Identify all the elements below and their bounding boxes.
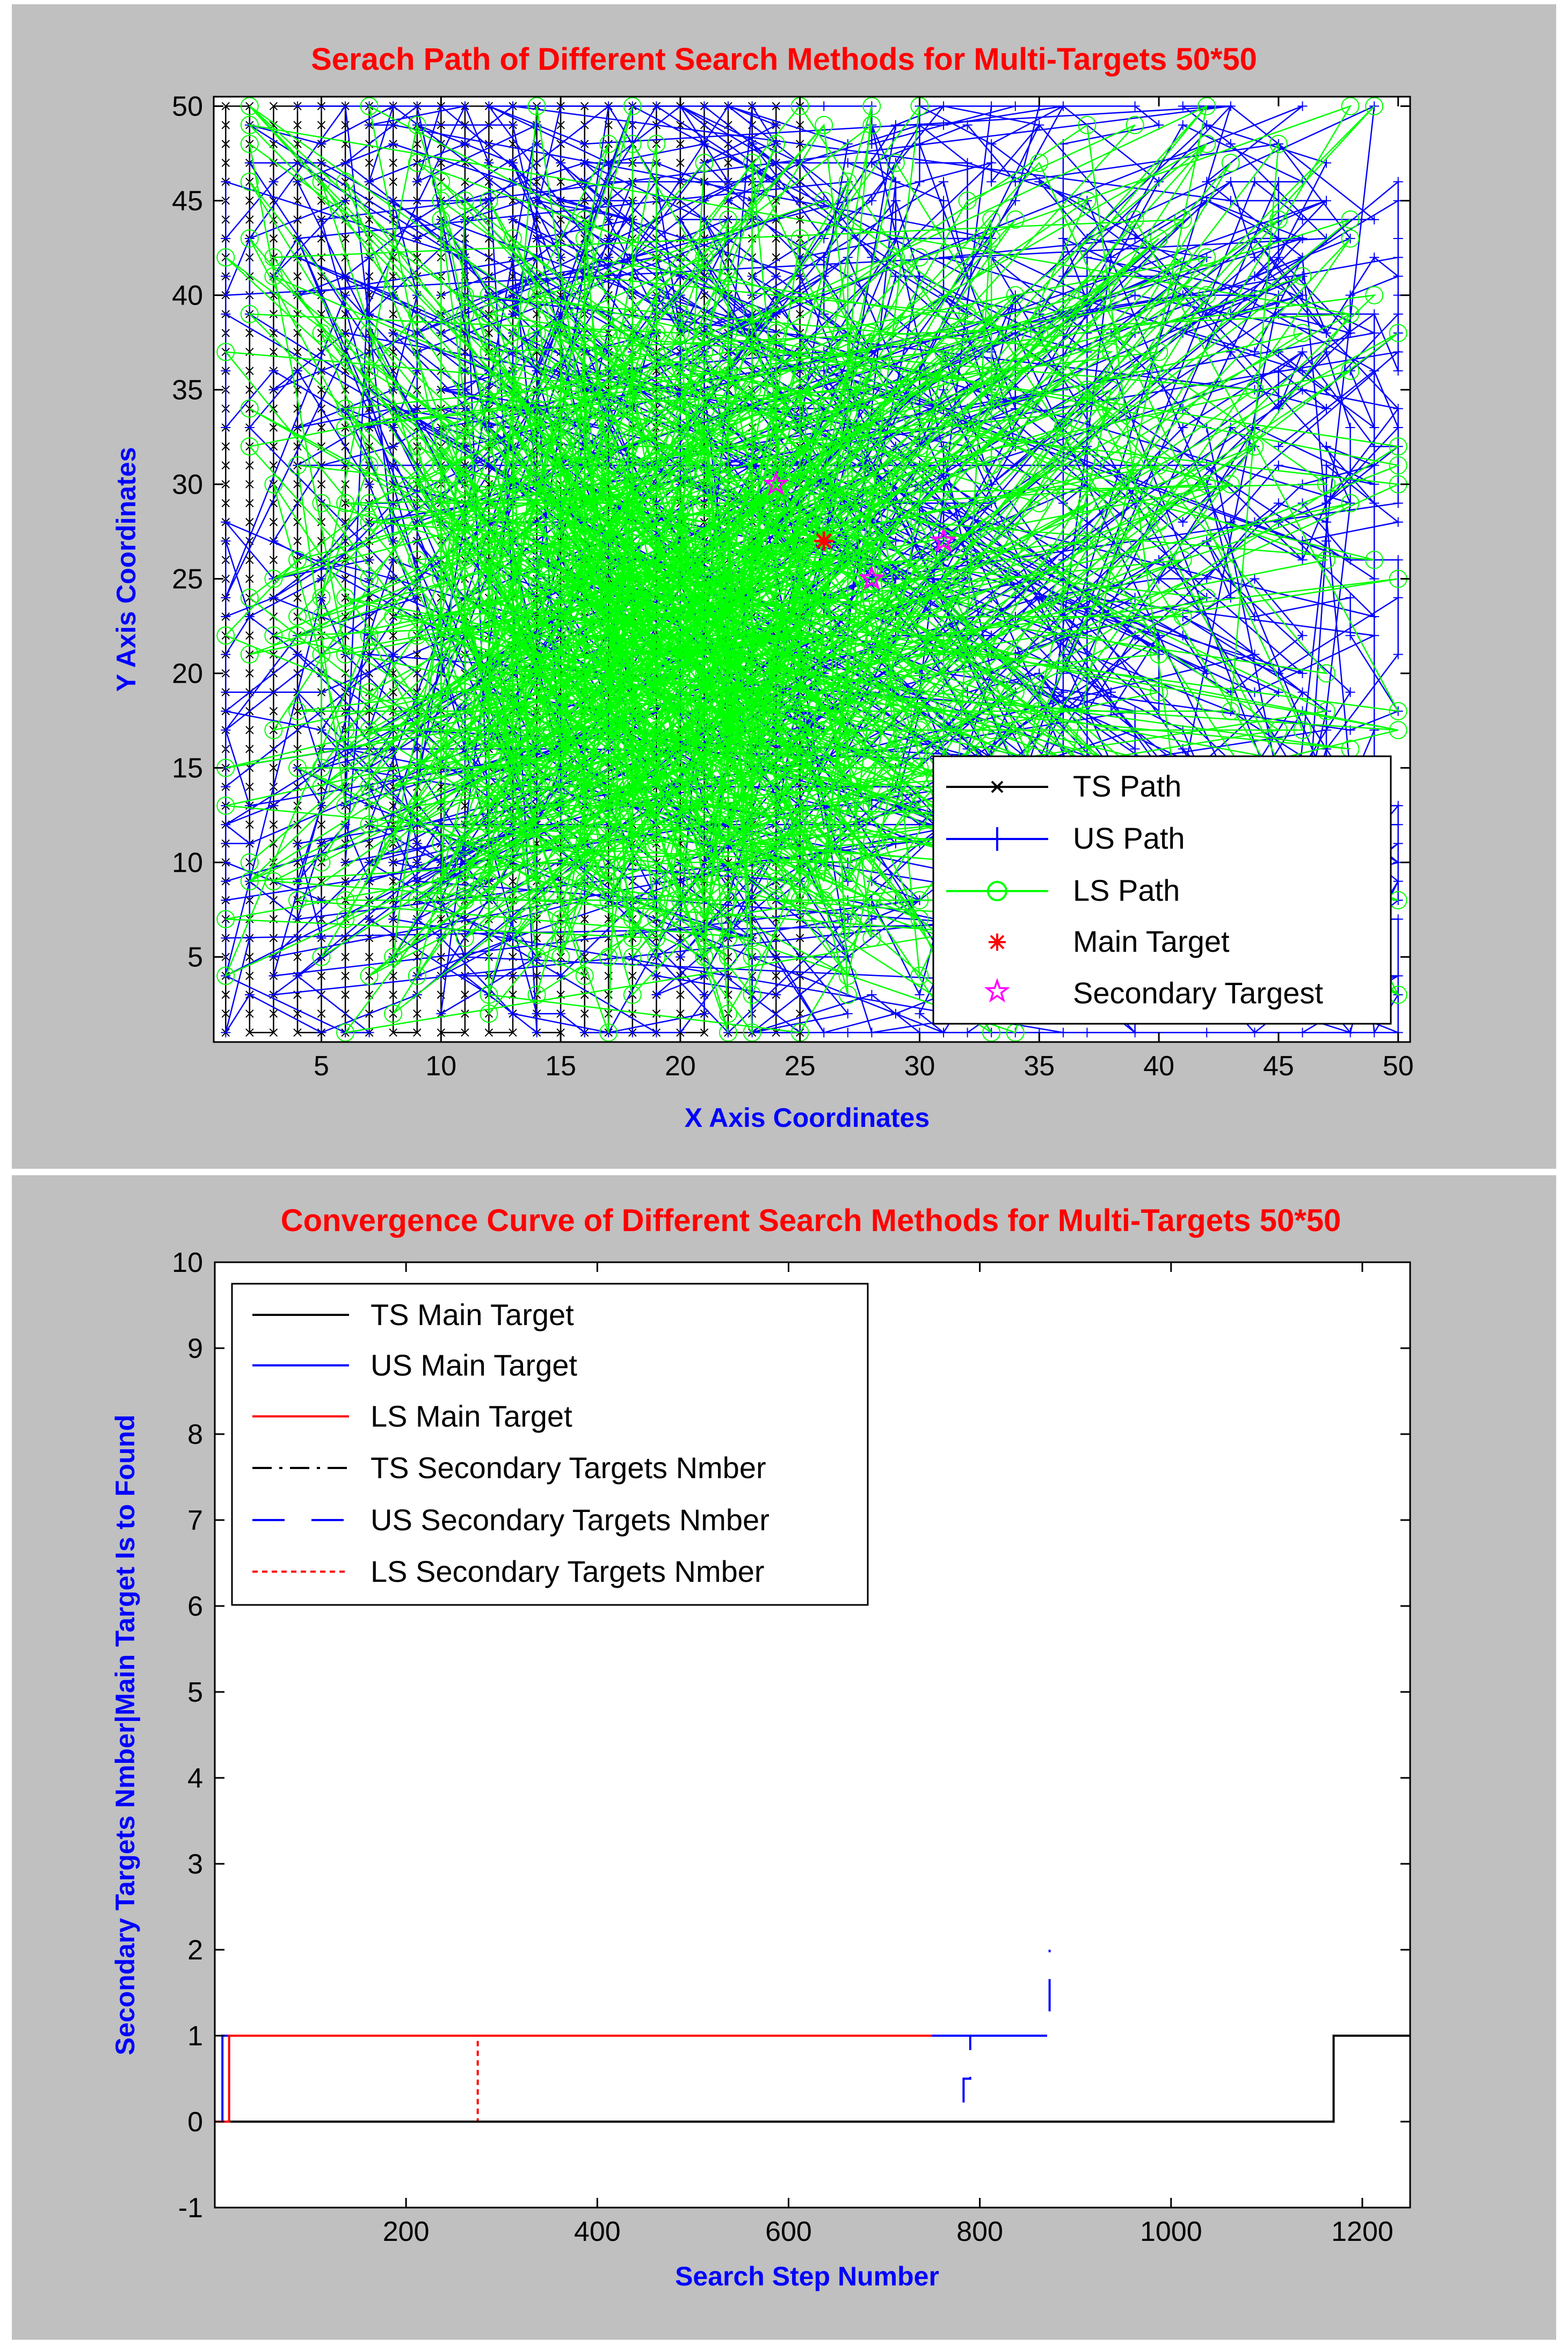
chart2-ytick-label: 8 xyxy=(187,1419,203,1450)
legend-secondary-target-label: Secondary Targest xyxy=(1073,976,1323,1010)
chart1-ytick-label: 30 xyxy=(172,469,203,501)
chart2-ytick-label: 4 xyxy=(187,1763,203,1794)
chart1-xtick-label: 40 xyxy=(1143,1051,1175,1082)
legend-ts-secondary-label: TS Secondary Targets Nmber xyxy=(371,1451,766,1485)
chart2-xtick-label: 800 xyxy=(956,2216,1004,2247)
chart1-xtick-label: 45 xyxy=(1262,1051,1294,1082)
chart2-ylabel: Secondary Targets Nmber|Main Target Is to Found xyxy=(110,1414,140,2056)
chart2-xlabel: Search Step Number xyxy=(675,2261,939,2291)
chart1-legend xyxy=(933,756,1391,1024)
chart2-ytick-label: 7 xyxy=(187,1505,203,1536)
chart2-ytick-label: -1 xyxy=(178,2193,203,2224)
chart2-legend xyxy=(232,1284,868,1605)
chart2-ytick-label: 3 xyxy=(187,1849,203,1880)
chart1-ytick-label: 40 xyxy=(172,280,203,312)
legend-ts-main-label: TS Main Target xyxy=(371,1298,574,1332)
chart1-xtick-label: 30 xyxy=(904,1051,935,1082)
chart1-ytick-label: 5 xyxy=(187,942,203,973)
legend-us-path-label: US Path xyxy=(1073,821,1185,855)
chart2-ytick-label: 2 xyxy=(187,1935,203,1966)
chart2-ytick-label: 10 xyxy=(172,1247,203,1278)
chart2-xtick-label: 600 xyxy=(765,2216,812,2247)
chart1-ytick-label: 20 xyxy=(172,658,203,690)
chart2-xtick-label: 400 xyxy=(574,2216,621,2247)
legend-ls-path-label: LS Path xyxy=(1073,873,1180,907)
chart2-ytick-label: 5 xyxy=(187,1677,203,1708)
chart2-ytick-label: 6 xyxy=(187,1591,203,1622)
chart1-xtick-label: 25 xyxy=(784,1051,816,1082)
chart1-xtick-label: 50 xyxy=(1382,1051,1414,1082)
chart1-xtick-label: 20 xyxy=(664,1051,696,1082)
legend-ls-secondary-label: LS Secondary Targets Nmber xyxy=(371,1554,765,1588)
legend-ts-path-label: TS Path xyxy=(1073,769,1182,803)
chart1-xlabel: X Axis Coordinates xyxy=(684,1103,930,1133)
chart1-ytick-label: 15 xyxy=(172,753,203,784)
chart2-ytick-label: 1 xyxy=(187,2021,203,2052)
chart1-xtick-label: 10 xyxy=(425,1051,457,1082)
main-target-marker xyxy=(814,531,833,551)
legend-us-secondary-label: US Secondary Targets Nmber xyxy=(371,1503,770,1537)
chart2-title: Convergence Curve of Different Search Methods for Multi-Targets 50*50 xyxy=(280,1203,1341,1238)
legend-ls-main-label: LS Main Target xyxy=(371,1399,572,1433)
chart1-ytick-label: 45 xyxy=(172,185,203,217)
chart1-ytick-label: 25 xyxy=(172,563,203,595)
chart2-xtick-label: 1200 xyxy=(1331,2216,1393,2247)
chart1-xtick-label: 5 xyxy=(314,1051,329,1082)
chart1-title: Serach Path of Different Search Methods for Multi-Targets 50*50 xyxy=(311,42,1257,77)
chart1-ytick-label: 10 xyxy=(172,847,203,879)
chart2-xtick-label: 1000 xyxy=(1139,2216,1202,2247)
chart2-ytick-label: 0 xyxy=(187,2107,203,2138)
chart1-xtick-label: 15 xyxy=(545,1051,577,1082)
chart2-ytick-label: 9 xyxy=(187,1333,203,1364)
legend-us-main-label: US Main Target xyxy=(371,1348,577,1382)
chart2-xtick-label: 200 xyxy=(382,2216,430,2247)
chart1-ytick-label: 35 xyxy=(172,374,203,406)
chart1-xtick-label: 35 xyxy=(1023,1051,1055,1082)
chart1-ylabel: Y Axis Coordinates xyxy=(111,447,141,692)
legend-main-target-label: Main Target xyxy=(1073,924,1230,958)
chart1-ytick-label: 50 xyxy=(172,91,203,122)
